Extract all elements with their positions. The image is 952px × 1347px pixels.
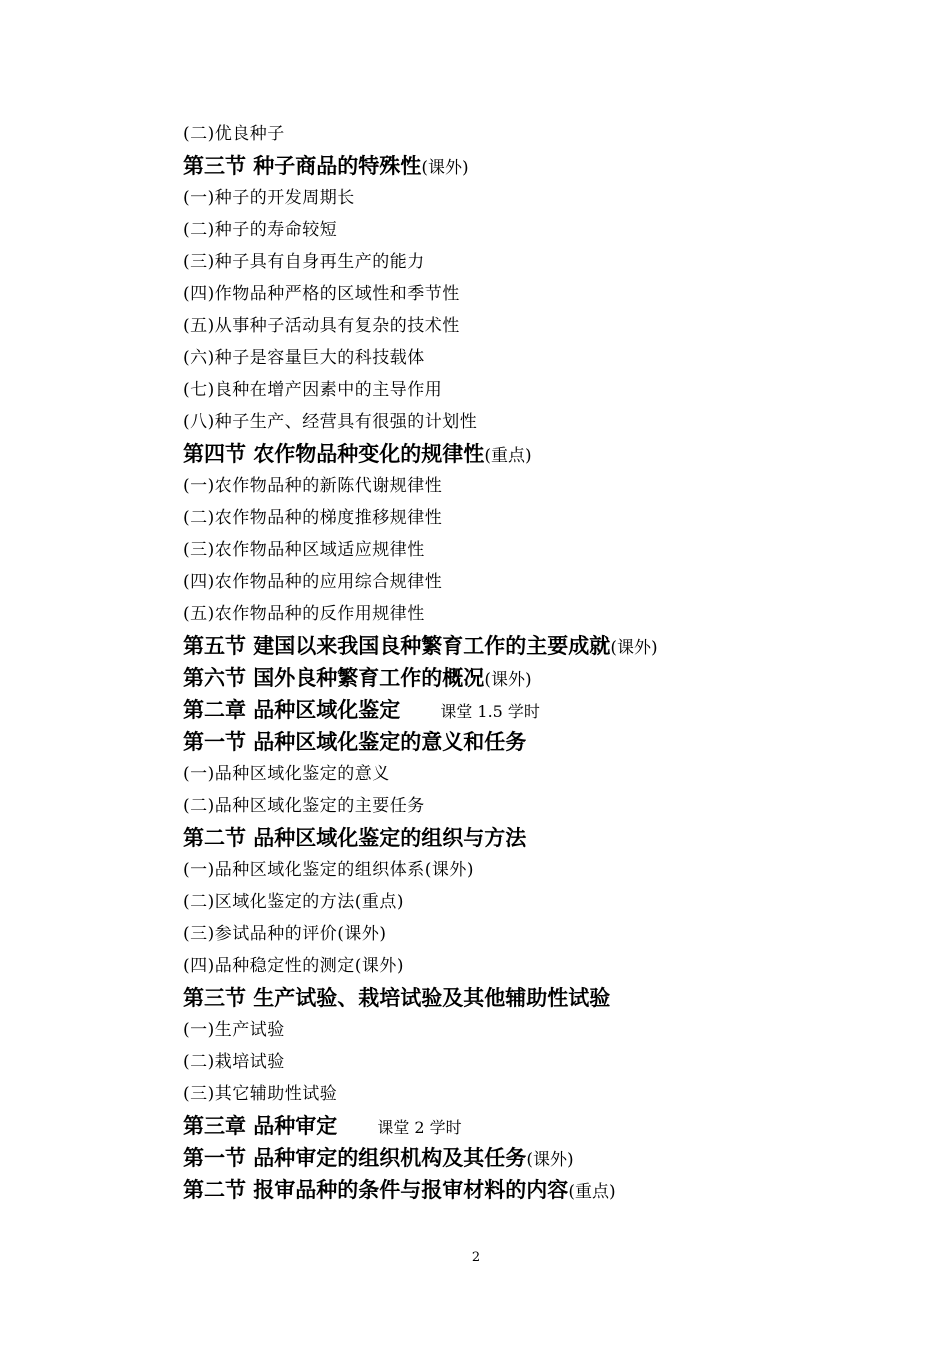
heading-text: 第三节 生产试验、栽培试验及其他辅助性试验 [183,985,611,1010]
class-hours: 课堂 2 学时 [377,1118,462,1137]
outline-item [183,502,883,534]
item-text: (四)作物品种严格的区域性和季节性 [183,284,460,304]
outline-item [183,886,883,918]
item-text: (六)种子是容量巨大的科技载体 [183,348,425,368]
outline-item [183,1014,883,1046]
section-heading [183,662,883,694]
item-text: (二)区域化鉴定的方法(重点) [183,892,405,912]
heading-text: 第五节 建国以来我国良种繁育工作的主要成就 [183,633,611,658]
heading-note: (课外) [421,158,469,178]
heading-note: (课外) [526,1150,574,1170]
item-text: (五)农作物品种的反作用规律性 [183,604,425,624]
heading-text: 第二节 品种区域化鉴定的组织与方法 [183,825,527,850]
section-heading [183,1110,883,1142]
item-text: (八)种子生产、经营具有很强的计划性 [183,412,478,432]
heading-text: 第一节 品种审定的组织机构及其任务 [183,1145,527,1170]
item-text: (二)品种区域化鉴定的主要任务 [183,796,425,816]
item-text: (二)栽培试验 [183,1052,285,1072]
outline-item [183,918,883,950]
outline-item [183,118,883,150]
outline-item [183,598,883,630]
outline-item [183,406,883,438]
outline-item [183,278,883,310]
section-heading [183,982,883,1014]
item-text: (三)参试品种的评价(课外) [183,924,387,944]
outline-item [183,342,883,374]
item-text: (二)农作物品种的梯度推移规律性 [183,508,443,528]
outline-item [183,566,883,598]
outline-item [183,1078,883,1110]
item-text: (一)农作物品种的新陈代谢规律性 [183,476,443,496]
outline-item [183,758,883,790]
outline-item [183,470,883,502]
heading-note: (重点) [484,446,532,466]
heading-text: 第四节 农作物品种变化的规律性 [183,441,485,466]
section-heading [183,630,883,662]
heading-note: (重点) [568,1182,616,1202]
heading-text: 第六节 国外良种繁育工作的概况 [183,665,485,690]
outline-item [183,950,883,982]
item-text: (一)品种区域化鉴定的组织体系(课外) [183,860,475,880]
item-text: (三)农作物品种区域适应规律性 [183,540,425,560]
heading-text: 第三章 品种审定 [183,1113,338,1138]
outline-item [183,1046,883,1078]
item-text: (四)品种稳定性的测定(课外) [183,956,405,976]
item-text: (三)种子具有自身再生产的能力 [183,252,425,272]
section-heading [183,726,883,758]
section-heading [183,150,883,182]
heading-text: 第二章 品种区域化鉴定 [183,697,401,722]
page-number: 2 [471,1250,481,1265]
outline-item [183,246,883,278]
heading-text: 第二节 报审品种的条件与报审材料的内容 [183,1177,569,1202]
heading-text: 第一节 品种区域化鉴定的意义和任务 [183,729,527,754]
item-text: (一)品种区域化鉴定的意义 [183,764,390,784]
section-heading [183,1174,883,1206]
section-heading [183,1142,883,1174]
section-heading [183,438,883,470]
document-body [183,118,883,1206]
outline-item [183,310,883,342]
item-text: (七)良种在增产因素中的主导作用 [183,380,443,400]
outline-item [183,790,883,822]
item-text: (三)其它辅助性试验 [183,1084,338,1104]
item-text: (四)农作物品种的应用综合规律性 [183,572,443,592]
item-text: (五)从事种子活动具有复杂的技术性 [183,316,460,336]
heading-note: (课外) [610,638,658,658]
heading-text: 第三节 种子商品的特殊性 [183,153,422,178]
item-text: (二)优良种子 [183,124,285,144]
item-text: (一)种子的开发周期长 [183,188,355,208]
outline-item [183,374,883,406]
item-text: (一)生产试验 [183,1020,285,1040]
section-heading [183,694,883,726]
item-text: (二)种子的寿命较短 [183,220,338,240]
heading-note: (课外) [484,670,532,690]
outline-item [183,534,883,566]
outline-item [183,182,883,214]
class-hours: 课堂 1.5 学时 [440,702,540,721]
section-heading [183,822,883,854]
outline-item [183,854,883,886]
outline-item [183,214,883,246]
